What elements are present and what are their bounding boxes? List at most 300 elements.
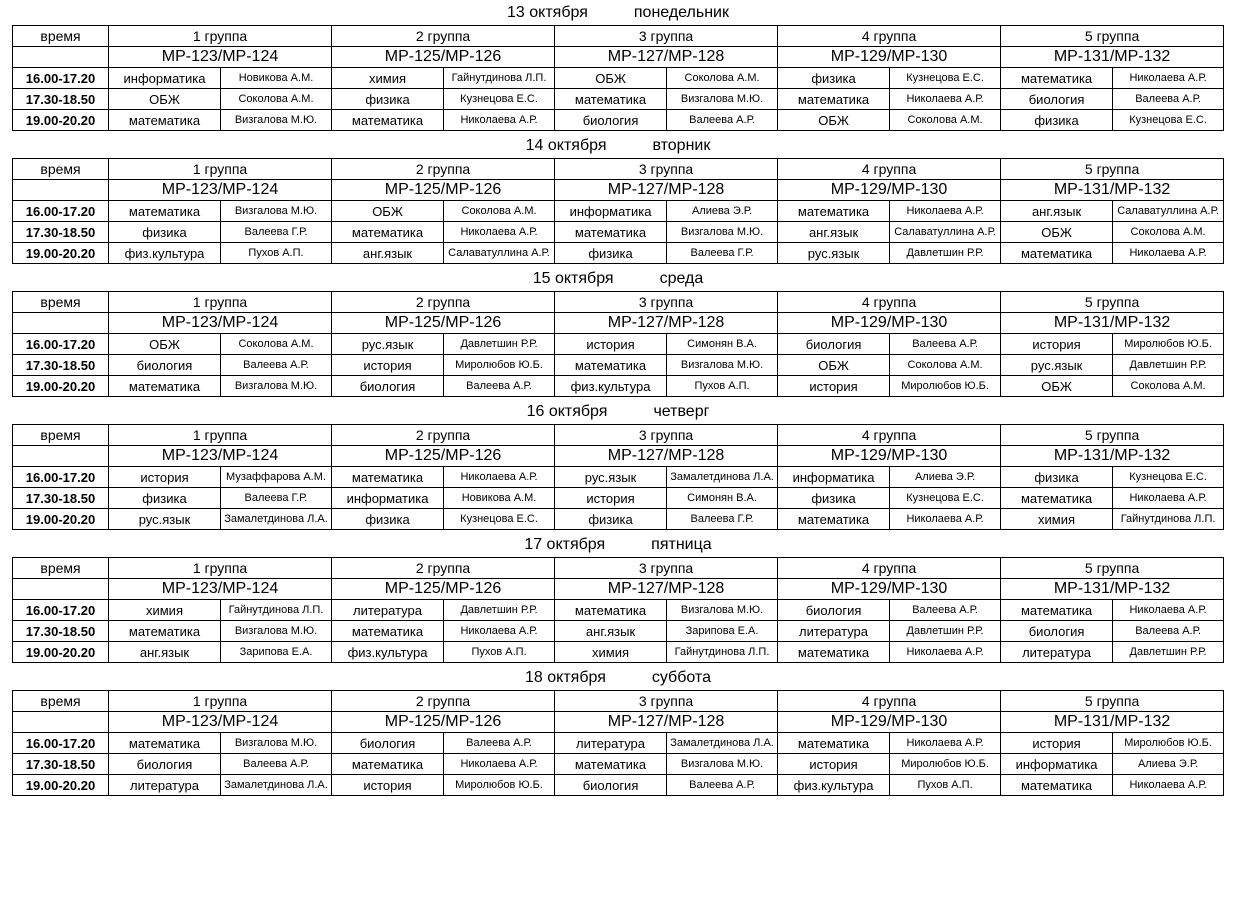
header-code-2: МР-125/МР-126 <box>332 313 555 334</box>
header-code-4: МР-129/МР-130 <box>778 47 1001 68</box>
header-code-5: МР-131/МР-132 <box>1001 712 1224 733</box>
lesson-teacher: Замалетдинова Л.А. <box>221 775 332 796</box>
lesson-subject: биология <box>1001 621 1113 642</box>
lesson-subject: анг.язык <box>109 642 221 663</box>
lesson-time: 16.00-17.20 <box>13 600 109 621</box>
header-code-4: МР-129/МР-130 <box>778 180 1001 201</box>
header-blank-cell <box>13 712 109 733</box>
lesson-time: 17.30-18.50 <box>13 89 109 110</box>
lesson-teacher: Соколова А.М. <box>667 68 778 89</box>
header-code-1: МР-123/МР-124 <box>109 446 332 467</box>
header-group-1: 1 группа <box>109 558 332 579</box>
lesson-subject: математика <box>109 376 221 397</box>
lesson-teacher: Салаватуллина А.Р. <box>890 222 1001 243</box>
lesson-teacher: Валеева А.Р. <box>221 355 332 376</box>
lesson-subject: ОБЖ <box>109 334 221 355</box>
header-blank-cell <box>13 180 109 201</box>
lesson-subject: физика <box>778 488 890 509</box>
table-row <box>13 488 1224 509</box>
lesson-teacher: Валеева А.Р. <box>444 376 555 397</box>
lesson-subject: физика <box>332 89 444 110</box>
lesson-teacher: Николаева А.Р. <box>890 642 1001 663</box>
lesson-teacher: Николаева А.Р. <box>1113 600 1224 621</box>
lesson-teacher: Пухов А.П. <box>221 243 332 264</box>
lesson-time: 16.00-17.20 <box>13 68 109 89</box>
header-time-label: время <box>13 26 109 47</box>
lesson-teacher: Соколова А.М. <box>221 334 332 355</box>
lesson-teacher: Валеева А.Р. <box>890 334 1001 355</box>
lesson-teacher: Валеева Г.Р. <box>667 243 778 264</box>
lesson-teacher: Зарипова Е.А. <box>667 621 778 642</box>
lesson-teacher: Соколова А.М. <box>444 201 555 222</box>
day-title <box>0 665 1236 690</box>
day-block <box>0 532 1236 663</box>
lesson-subject: литература <box>555 733 667 754</box>
header-code-1: МР-123/МР-124 <box>109 313 332 334</box>
lesson-subject: история <box>109 467 221 488</box>
lesson-subject: химия <box>1001 509 1113 530</box>
header-group-3: 3 группа <box>555 159 778 180</box>
lesson-teacher: Салаватуллина А.Р. <box>444 243 555 264</box>
lesson-teacher: Алиева Э.Р. <box>667 201 778 222</box>
lesson-teacher: Кузнецова Е.С. <box>1113 467 1224 488</box>
header-group-5: 5 группа <box>1001 691 1224 712</box>
table-code-row <box>13 712 1224 733</box>
day-date: 16 октября <box>526 403 608 420</box>
day-date: 13 октября <box>507 4 588 21</box>
day-block <box>0 399 1236 530</box>
lesson-subject: ОБЖ <box>555 68 667 89</box>
lesson-teacher: Новикова А.М. <box>444 488 555 509</box>
lesson-subject: математика <box>332 467 444 488</box>
day-title <box>0 0 1236 25</box>
lesson-subject: биология <box>332 376 444 397</box>
header-code-3: МР-127/МР-128 <box>555 313 778 334</box>
day-title <box>0 266 1236 291</box>
lesson-teacher: Николаева А.Р. <box>890 509 1001 530</box>
table-row <box>13 775 1224 796</box>
header-group-1: 1 группа <box>109 292 332 313</box>
header-group-5: 5 группа <box>1001 292 1224 313</box>
lesson-teacher: Визгалова М.Ю. <box>221 376 332 397</box>
header-group-3: 3 группа <box>555 292 778 313</box>
lesson-subject: химия <box>332 68 444 89</box>
day-weekday: четверг <box>653 403 710 420</box>
lesson-subject: рус.язык <box>332 334 444 355</box>
header-code-3: МР-127/МР-128 <box>555 579 778 600</box>
lesson-time: 16.00-17.20 <box>13 733 109 754</box>
lesson-subject: математика <box>1001 600 1113 621</box>
header-code-4: МР-129/МР-130 <box>778 712 1001 733</box>
header-group-4: 4 группа <box>778 292 1001 313</box>
day-weekday: понедельник <box>633 4 729 21</box>
lesson-subject: математика <box>332 754 444 775</box>
lesson-teacher: Валеева Г.Р. <box>221 222 332 243</box>
lesson-teacher: Николаева А.Р. <box>444 110 555 131</box>
header-group-5: 5 группа <box>1001 558 1224 579</box>
header-blank-cell <box>13 446 109 467</box>
lesson-subject: физика <box>555 243 667 264</box>
header-code-4: МР-129/МР-130 <box>778 579 1001 600</box>
lesson-teacher: Кузнецова Е.С. <box>444 509 555 530</box>
lesson-subject: математика <box>778 89 890 110</box>
lesson-subject: химия <box>109 600 221 621</box>
table-row <box>13 110 1224 131</box>
lesson-subject: физика <box>332 509 444 530</box>
header-group-1: 1 группа <box>109 691 332 712</box>
lesson-subject: анг.язык <box>1001 201 1113 222</box>
table-header-row <box>13 558 1224 579</box>
lesson-subject: математика <box>555 222 667 243</box>
lesson-subject: математика <box>332 110 444 131</box>
lesson-subject: математика <box>555 754 667 775</box>
lesson-subject: математика <box>1001 775 1113 796</box>
lesson-time: 19.00-20.20 <box>13 509 109 530</box>
lesson-subject: биология <box>778 334 890 355</box>
table-header-row <box>13 292 1224 313</box>
header-group-4: 4 группа <box>778 558 1001 579</box>
lesson-teacher: Визгалова М.Ю. <box>667 89 778 110</box>
lesson-time: 17.30-18.50 <box>13 355 109 376</box>
table-row <box>13 243 1224 264</box>
lesson-teacher: Алиева Э.Р. <box>890 467 1001 488</box>
lesson-teacher: Визгалова М.Ю. <box>221 201 332 222</box>
lesson-teacher: Николаева А.Р. <box>444 467 555 488</box>
lesson-teacher: Алиева Э.Р. <box>1113 754 1224 775</box>
lesson-teacher: Давлетшин Р.Р. <box>444 600 555 621</box>
lesson-teacher: Валеева А.Р. <box>890 600 1001 621</box>
lesson-subject: математика <box>109 733 221 754</box>
lesson-subject: физика <box>1001 110 1113 131</box>
header-code-5: МР-131/МР-132 <box>1001 180 1224 201</box>
day-weekday: пятница <box>651 536 712 553</box>
lesson-time: 16.00-17.20 <box>13 467 109 488</box>
lesson-teacher: Давлетшин Р.Р. <box>1113 355 1224 376</box>
lesson-subject: история <box>1001 334 1113 355</box>
header-group-5: 5 группа <box>1001 159 1224 180</box>
lesson-teacher: Пухов А.П. <box>890 775 1001 796</box>
lesson-subject: история <box>778 754 890 775</box>
table-code-row <box>13 47 1224 68</box>
lesson-teacher: Валеева Г.Р. <box>667 509 778 530</box>
lesson-time: 19.00-20.20 <box>13 376 109 397</box>
table-row <box>13 334 1224 355</box>
lesson-subject: математика <box>555 600 667 621</box>
header-group-5: 5 группа <box>1001 26 1224 47</box>
lesson-subject: биология <box>778 600 890 621</box>
lesson-teacher: Валеева А.Р. <box>667 775 778 796</box>
day-title <box>0 532 1236 557</box>
header-group-1: 1 группа <box>109 159 332 180</box>
lesson-subject: анг.язык <box>778 222 890 243</box>
lesson-subject: математика <box>778 733 890 754</box>
lesson-time: 16.00-17.20 <box>13 201 109 222</box>
table-row <box>13 201 1224 222</box>
header-group-4: 4 группа <box>778 159 1001 180</box>
lesson-subject: литература <box>778 621 890 642</box>
lesson-subject: физ.культура <box>332 642 444 663</box>
lesson-subject: химия <box>555 642 667 663</box>
lesson-teacher: Давлетшин Р.Р. <box>1113 642 1224 663</box>
header-code-4: МР-129/МР-130 <box>778 313 1001 334</box>
header-code-1: МР-123/МР-124 <box>109 47 332 68</box>
lesson-subject: биология <box>555 110 667 131</box>
lesson-subject: литература <box>1001 642 1113 663</box>
day-schedule-table <box>12 158 1224 264</box>
lesson-subject: литература <box>109 775 221 796</box>
lesson-teacher: Визгалова М.Ю. <box>221 110 332 131</box>
lesson-teacher: Валеева А.Р. <box>444 733 555 754</box>
lesson-subject: биология <box>555 775 667 796</box>
header-group-4: 4 группа <box>778 691 1001 712</box>
day-date: 15 октября <box>532 270 614 287</box>
table-header-row <box>13 691 1224 712</box>
lesson-subject: физ.культура <box>555 376 667 397</box>
header-group-4: 4 группа <box>778 26 1001 47</box>
lesson-subject: биология <box>109 754 221 775</box>
header-group-1: 1 группа <box>109 26 332 47</box>
table-code-row <box>13 313 1224 334</box>
lesson-subject: ОБЖ <box>1001 222 1113 243</box>
table-row <box>13 733 1224 754</box>
lesson-teacher: Соколова А.М. <box>890 355 1001 376</box>
lesson-teacher: Визгалова М.Ю. <box>667 600 778 621</box>
lesson-subject: математика <box>1001 68 1113 89</box>
table-code-row <box>13 180 1224 201</box>
day-title <box>0 399 1236 424</box>
day-weekday: суббота <box>651 669 711 686</box>
lesson-subject: информатика <box>1001 754 1113 775</box>
lesson-subject: физика <box>555 509 667 530</box>
day-date: 18 октября <box>525 669 606 686</box>
table-row <box>13 355 1224 376</box>
lesson-time: 16.00-17.20 <box>13 334 109 355</box>
table-header-row <box>13 425 1224 446</box>
lesson-subject: история <box>1001 733 1113 754</box>
lesson-subject: история <box>332 355 444 376</box>
lesson-teacher: Николаева А.Р. <box>890 733 1001 754</box>
header-blank-cell <box>13 313 109 334</box>
table-row <box>13 68 1224 89</box>
lesson-subject: информатика <box>555 201 667 222</box>
lesson-time: 19.00-20.20 <box>13 110 109 131</box>
lesson-subject: литература <box>332 600 444 621</box>
header-time-label: время <box>13 292 109 313</box>
lesson-time: 17.30-18.50 <box>13 488 109 509</box>
day-weekday: вторник <box>652 137 711 154</box>
lesson-teacher: Визгалова М.Ю. <box>667 754 778 775</box>
table-code-row <box>13 579 1224 600</box>
lesson-teacher: Визгалова М.Ю. <box>667 355 778 376</box>
table-row <box>13 89 1224 110</box>
lesson-teacher: Валеева А.Р. <box>1113 621 1224 642</box>
lesson-subject: физ.культура <box>109 243 221 264</box>
lesson-subject: история <box>332 775 444 796</box>
table-row <box>13 754 1224 775</box>
lesson-subject: математика <box>1001 243 1113 264</box>
lesson-teacher: Кузнецова Е.С. <box>890 68 1001 89</box>
lesson-teacher: Николаева А.Р. <box>1113 775 1224 796</box>
lesson-teacher: Кузнецова Е.С. <box>890 488 1001 509</box>
lesson-teacher: Замалетдинова Л.А. <box>667 733 778 754</box>
header-group-3: 3 группа <box>555 558 778 579</box>
lesson-subject: физика <box>778 68 890 89</box>
header-code-4: МР-129/МР-130 <box>778 446 1001 467</box>
lesson-subject: ОБЖ <box>778 110 890 131</box>
day-weekday: среда <box>659 270 704 287</box>
header-group-2: 2 группа <box>332 159 555 180</box>
lesson-subject: ОБЖ <box>332 201 444 222</box>
lesson-teacher: Салаватуллина А.Р. <box>1113 201 1224 222</box>
lesson-teacher: Миролюбов Ю.Б. <box>444 355 555 376</box>
lesson-teacher: Визгалова М.Ю. <box>221 733 332 754</box>
lesson-time: 19.00-20.20 <box>13 642 109 663</box>
header-blank-cell <box>13 47 109 68</box>
header-code-2: МР-125/МР-126 <box>332 712 555 733</box>
lesson-subject: рус.язык <box>109 509 221 530</box>
header-code-3: МР-127/МР-128 <box>555 47 778 68</box>
day-date: 17 октября <box>524 536 606 553</box>
lesson-subject: анг.язык <box>332 243 444 264</box>
lesson-subject: математика <box>555 89 667 110</box>
header-group-5: 5 группа <box>1001 425 1224 446</box>
day-block <box>0 133 1236 264</box>
lesson-teacher: Визгалова М.Ю. <box>221 621 332 642</box>
lesson-teacher: Миролюбов Ю.Б. <box>1113 334 1224 355</box>
table-code-row <box>13 446 1224 467</box>
lesson-teacher: Зарипова Е.А. <box>221 642 332 663</box>
table-row <box>13 222 1224 243</box>
lesson-subject: биология <box>109 355 221 376</box>
lesson-teacher: Кузнецова Е.С. <box>1113 110 1224 131</box>
day-block <box>0 665 1236 796</box>
header-group-2: 2 группа <box>332 558 555 579</box>
header-code-3: МР-127/МР-128 <box>555 446 778 467</box>
lesson-teacher: Николаева А.Р. <box>1113 488 1224 509</box>
lesson-teacher: Николаева А.Р. <box>890 201 1001 222</box>
lesson-teacher: Соколова А.М. <box>1113 222 1224 243</box>
lesson-subject: рус.язык <box>555 467 667 488</box>
header-code-5: МР-131/МР-132 <box>1001 47 1224 68</box>
lesson-teacher: Гайнутдинова Л.П. <box>1113 509 1224 530</box>
lesson-time: 17.30-18.50 <box>13 754 109 775</box>
lesson-teacher: Гайнутдинова Л.П. <box>667 642 778 663</box>
header-group-3: 3 группа <box>555 425 778 446</box>
header-time-label: время <box>13 558 109 579</box>
lesson-subject: информатика <box>109 68 221 89</box>
header-time-label: время <box>13 159 109 180</box>
lesson-teacher: Музаффарова А.М. <box>221 467 332 488</box>
header-time-label: время <box>13 691 109 712</box>
header-group-2: 2 группа <box>332 691 555 712</box>
lesson-subject: рус.язык <box>778 243 890 264</box>
header-group-2: 2 группа <box>332 26 555 47</box>
table-row <box>13 509 1224 530</box>
lesson-teacher: Давлетшин Р.Р. <box>890 243 1001 264</box>
day-title <box>0 133 1236 158</box>
day-schedule-table <box>12 557 1224 663</box>
table-header-row <box>13 26 1224 47</box>
lesson-teacher: Кузнецова Е.С. <box>444 89 555 110</box>
lesson-teacher: Соколова А.М. <box>890 110 1001 131</box>
lesson-teacher: Новикова А.М. <box>221 68 332 89</box>
lesson-subject: история <box>555 488 667 509</box>
lesson-subject: физика <box>109 488 221 509</box>
header-blank-cell <box>13 579 109 600</box>
lesson-subject: информатика <box>778 467 890 488</box>
lesson-teacher: Валеева А.Р. <box>667 110 778 131</box>
lesson-teacher: Миролюбов Ю.Б. <box>890 376 1001 397</box>
lesson-subject: история <box>778 376 890 397</box>
lesson-time: 19.00-20.20 <box>13 775 109 796</box>
header-code-1: МР-123/МР-124 <box>109 712 332 733</box>
header-code-5: МР-131/МР-132 <box>1001 446 1224 467</box>
lesson-teacher: Симонян В.А. <box>667 488 778 509</box>
lesson-teacher: Миролюбов Ю.Б. <box>444 775 555 796</box>
header-code-3: МР-127/МР-128 <box>555 712 778 733</box>
header-group-4: 4 группа <box>778 425 1001 446</box>
header-time-label: время <box>13 425 109 446</box>
lesson-subject: ОБЖ <box>778 355 890 376</box>
day-schedule-table <box>12 424 1224 530</box>
lesson-teacher: Замалетдинова Л.А. <box>667 467 778 488</box>
lesson-subject: математика <box>109 201 221 222</box>
lesson-teacher: Симонян В.А. <box>667 334 778 355</box>
day-schedule-table <box>12 291 1224 397</box>
lesson-subject: математика <box>109 621 221 642</box>
header-code-3: МР-127/МР-128 <box>555 180 778 201</box>
header-group-2: 2 группа <box>332 425 555 446</box>
header-group-2: 2 группа <box>332 292 555 313</box>
header-group-3: 3 группа <box>555 26 778 47</box>
header-code-2: МР-125/МР-126 <box>332 47 555 68</box>
lesson-subject: физика <box>109 222 221 243</box>
lesson-teacher: Николаева А.Р. <box>444 621 555 642</box>
lesson-teacher: Николаева А.Р. <box>1113 68 1224 89</box>
day-schedule-table <box>12 25 1224 131</box>
lesson-subject: математика <box>332 222 444 243</box>
header-group-1: 1 группа <box>109 425 332 446</box>
lesson-teacher: Пухов А.П. <box>444 642 555 663</box>
table-row <box>13 621 1224 642</box>
lesson-teacher: Соколова А.М. <box>1113 376 1224 397</box>
lesson-teacher: Валеева А.Р. <box>221 754 332 775</box>
header-code-2: МР-125/МР-126 <box>332 579 555 600</box>
header-code-1: МР-123/МР-124 <box>109 180 332 201</box>
header-code-2: МР-125/МР-126 <box>332 446 555 467</box>
table-header-row <box>13 159 1224 180</box>
lesson-subject: математика <box>778 201 890 222</box>
day-block <box>0 0 1236 131</box>
lesson-teacher: Миролюбов Ю.Б. <box>1113 733 1224 754</box>
header-code-5: МР-131/МР-132 <box>1001 579 1224 600</box>
lesson-subject: история <box>555 334 667 355</box>
header-code-2: МР-125/МР-126 <box>332 180 555 201</box>
lesson-subject: рус.язык <box>1001 355 1113 376</box>
lesson-teacher: Валеева Г.Р. <box>221 488 332 509</box>
header-group-3: 3 группа <box>555 691 778 712</box>
day-block <box>0 266 1236 397</box>
lesson-subject: ОБЖ <box>109 89 221 110</box>
lesson-time: 17.30-18.50 <box>13 222 109 243</box>
lesson-subject: математика <box>332 621 444 642</box>
lesson-time: 19.00-20.20 <box>13 243 109 264</box>
lesson-subject: биология <box>1001 89 1113 110</box>
lesson-subject: анг.язык <box>555 621 667 642</box>
lesson-subject: физ.культура <box>778 775 890 796</box>
day-date: 14 октября <box>525 137 607 154</box>
lesson-subject: информатика <box>332 488 444 509</box>
